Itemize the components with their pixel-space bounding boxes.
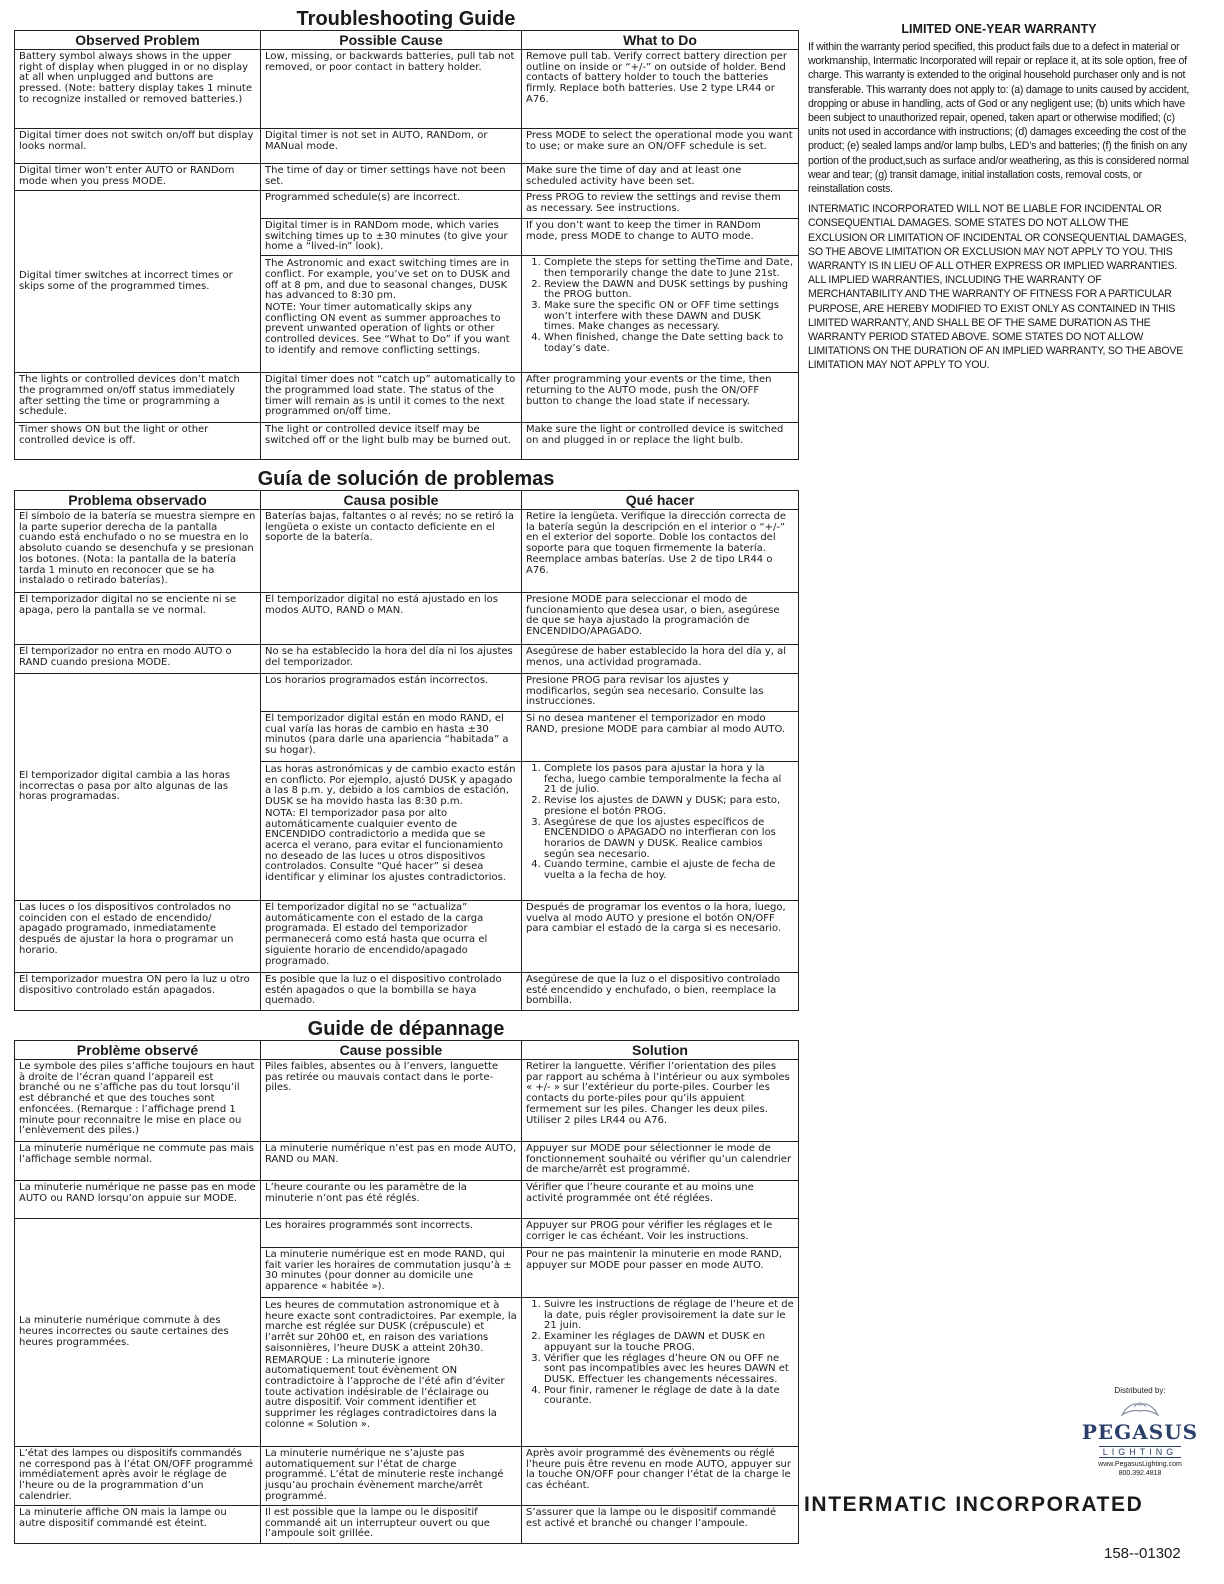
cause-note: NOTA: El temporizador pasa por alto automáticamente cualquier evento de ENCENDIDO contradictorio a medida que se acerca el verano, para evitar el funcionamiento no deseado de las luces u otros dispositivos controlados. Consulte “Qué hacer” si desea identificar y eliminar los ajustes contradictorios. bbox=[265, 807, 506, 884]
problem-cell: El temporizador digital cambia a las horas incorrectas o pasa por alto algunas de las horas programadas. bbox=[15, 674, 261, 901]
solution-cell: Press PROG to review the settings and revise them as necessary. See instructions. bbox=[522, 191, 799, 219]
cause-cell: Digital timer is in RANDom mode, which varies switching times up to ±30 minutes (to give your home a “lived-in” look). bbox=[261, 219, 522, 256]
warranty-title: LIMITED ONE-YEAR WARRANTY bbox=[901, 22, 1097, 36]
cause-note: NOTE: Your timer automatically skips any conflicting ON event as summer approaches to prevent unwanted operation of lights or other controlled devices. See “What to Do” if you want to identify and remove conflicting settings. bbox=[265, 301, 510, 356]
solution-cell: Asegúrese de que la luz o el dispositivo controlado esté encendido y enchufado, o bien, reemplace la bombilla. bbox=[522, 973, 799, 1011]
distributor-website[interactable]: www.PegasusLighting.com bbox=[1098, 1461, 1182, 1468]
distributed-by-label: Distributed by: bbox=[1114, 1386, 1166, 1395]
problem-cell: El temporizador digital no se enciente ni se apaga, pero la pantalla se ve normal. bbox=[15, 593, 261, 645]
cause-cell: The light or controlled device itself may be switched off or the light bulb may be burned out. bbox=[261, 423, 522, 460]
cause-cell: El temporizador digital están en modo RAND, el cual varía las horas de cambio en hasta ±30 minutos (para darle una apariencia “habitada” a su hogar). bbox=[261, 712, 522, 762]
problem-cell: La minuterie affiche ON mais la lampe ou autre dispositif commandé est éteint. bbox=[15, 1506, 261, 1544]
solution-cell: Appuyer sur MODE pour sélectionner le mode de fonctionnement souhaité ou vérifier qu’un calendrier de marche/arrêt est programmé. bbox=[522, 1142, 799, 1181]
cause-cell: La minuterie numérique ne s’ajuste pas automatiquement sur l’état de charge programmé. L’état de minuterie reste inchangé jusqu’au prochain évènement marche/arrêt programmé. bbox=[261, 1447, 522, 1506]
cause-cell bbox=[261, 762, 522, 901]
step-item: 2. Examiner les réglages de DAWN et DUSK en appuyant sur la touche PROG. bbox=[544, 1332, 794, 1353]
solution-cell: Pour ne pas maintenir la minuterie en mode RAND, appuyer sur MODE pour passer en mode AUTO. bbox=[522, 1248, 799, 1298]
cause-cell: L’heure courante ou les paramètre de la minuterie n’ont pas été réglés. bbox=[261, 1181, 522, 1219]
problem-cell: Battery symbol always shows in the upper right of display when plugged in or no display at all when unplugged and buttons are pressed. (Note: battery display takes 1 minute to recognize installed or removed batteries.) bbox=[15, 50, 261, 129]
cause-cell: Los horarios programados están incorrectos. bbox=[261, 674, 522, 712]
cause-cell: Digital timer does not “catch up” automatically to the programmed load state. The status of the timer will remain as is until it comes to the next programmed on/off time. bbox=[261, 373, 522, 423]
problem-cell: Digital timer does not switch on/off but display looks normal. bbox=[15, 129, 261, 164]
step-item: 1. Complete the steps for setting theTime and Date, then temporarily change the date to June 21st. bbox=[544, 258, 794, 279]
document-number: 158--01302 bbox=[1104, 1545, 1181, 1562]
problem-cell: La minuterie numérique commute à des heures incorrectes ou saute certaines des heures programmées. bbox=[15, 1219, 261, 1447]
solution-cell: After programming your events or the time, then returning to the AUTO mode, push the ON/OFF button to change the load state if necessary. bbox=[522, 373, 799, 423]
header-observed-problem: Problème observé bbox=[15, 1041, 261, 1060]
solution-cell: Remove pull tab. Verify correct battery direction per outline on inside or “+/-” on outside of holder. Bend contacts of battery holder to touch the batteries firmly. Replace both batteries. Use 2 type LR44 or A76. bbox=[522, 50, 799, 129]
french-table bbox=[14, 1040, 799, 1544]
cause-note: REMARQUE : La minuterie ignore automatiquement tout évènement ON contradictoire à l’approche de l’été afin d’éviter toute activation indésirable de l’éclairage ou autre dispositif. Voir comment identifier et supprimer les réglages contradictoires dans la colonne « Solution ». bbox=[265, 1354, 505, 1430]
cause-cell: El temporizador digital no se “actualiza” automáticamente con el estado de la carga programada. El estado del temporizador permanecerá como está hasta que ocurra el siguiente horario de encendido/apagado programado. bbox=[261, 901, 522, 973]
cause-cell: La minuterie numérique est en mode RAND, qui fait varier les horaires de commutation jusqu’à ± 30 minutes (pour donner au domicile une apparence « habitée »). bbox=[261, 1248, 522, 1298]
warranty-section bbox=[808, 22, 1190, 379]
distributor-block bbox=[1078, 1386, 1202, 1478]
problem-cell: Digital timer won’t enter AUTO or RANDom mode when you press MODE. bbox=[15, 164, 261, 191]
step-item: 4. When finished, change the Date setting back to today’s date. bbox=[544, 333, 794, 354]
solution-cell: Make sure the time of day and at least one scheduled activity have been set. bbox=[522, 164, 799, 191]
step-item: 3. Asegúrese de que los ajustes específicos de ENCENDIDO o APAGADO no interfieran con los horarios de DAWN y DUSK. Realice cambios según sea necesario. bbox=[544, 818, 794, 861]
spanish-table bbox=[14, 490, 799, 1011]
cause-cell: Piles faibles, absentes ou à l’envers, languette pas retirée ou mauvais contact dans le porte-piles. bbox=[261, 1060, 522, 1142]
problem-cell: El temporizador no entra en modo AUTO o RAND cuando presiona MODE. bbox=[15, 645, 261, 674]
problem-cell: El símbolo de la batería se muestra siempre en la parte superior derecha de la pantalla cuando está enchufado o no se muestra en lo absoluto cuando se desenchufa y se presionan los botones. (Nota: la pantalla de la batería tarda 1 minuto en reconocer que se ha instalado o retirado baterías). bbox=[15, 510, 261, 593]
company-name: INTERMATIC INCORPORATED bbox=[804, 1493, 1144, 1516]
step-item: 4. Pour finir, ramener le réglage de date à la date courante. bbox=[544, 1386, 794, 1407]
brand-logo: PEGASUS bbox=[1081, 1420, 1199, 1444]
problem-cell: Digital timer switches at incorrect times or skips some of the programmed times. bbox=[15, 191, 261, 373]
french-guide bbox=[14, 1018, 806, 1544]
solution-cell: Vérifier que l’heure courante et au moins une activité programmée ont été réglées. bbox=[522, 1181, 799, 1219]
header-what-to-do: What to Do bbox=[522, 31, 799, 50]
solution-steps bbox=[526, 764, 794, 882]
solution-steps bbox=[526, 258, 794, 354]
solution-cell: Appuyer sur PROG pour vérifier les réglages et le corriger le cas échéant. Voir les instructions. bbox=[522, 1219, 799, 1248]
header-possible-cause: Cause possible bbox=[261, 1041, 522, 1060]
solution-cell: S’assurer que la lampe ou le dispositif commandé est activé et branché ou changer l’ampoule. bbox=[522, 1506, 799, 1544]
cause-text: Les heures de commutation astronomique et à heure exacte sont contradictoires. Par exemple, la marche est réglée sur DUSK (crépuscule) et l’arrêt sur 20h00 et, en raison des variations saisonnières, l’heure DUSK a atteint 20h30. bbox=[265, 1300, 517, 1354]
problem-cell: The lights or controlled devices don’t match the programmed on/off status immediately after setting the time or programming a schedule. bbox=[15, 373, 261, 423]
header-what-to-do: Solution bbox=[522, 1041, 799, 1060]
cause-cell bbox=[261, 1298, 522, 1447]
cause-cell: No se ha establecido la hora del día ni los ajustes del temporizador. bbox=[261, 645, 522, 674]
cause-cell: Programmed schedule(s) are incorrect. bbox=[261, 191, 522, 219]
problem-cell: La minuterie numérique ne passe pas en mode AUTO ou RAND lorsqu’on appuie sur MODE. bbox=[15, 1181, 261, 1219]
solution-cell: Press MODE to select the operational mode you want to use; or make sure an ON/OFF schedule is set. bbox=[522, 129, 799, 164]
header-possible-cause: Possible Cause bbox=[261, 31, 522, 50]
cause-cell: Il est possible que la lampe ou le dispositif commandé ait un interrupteur ouvert ou que l’ampoule soit grillée. bbox=[261, 1506, 522, 1544]
step-item: 1. Complete los pasos para ajustar la hora y la fecha, luego cambie temporalmente la fecha al 21 de julio. bbox=[544, 764, 794, 796]
step-item: 3. Vérifier que les réglages d’heure ON ou OFF ne sont pas incompatibles avec les heures DAWN et DUSK. Effectuer les changements nécessaires. bbox=[544, 1354, 794, 1386]
cause-cell: Digital timer is not set in AUTO, RANDom, or MANual mode. bbox=[261, 129, 522, 164]
step-item: 2. Review the DAWN and DUSK settings by pushing the PROG button. bbox=[544, 280, 794, 301]
english-table bbox=[14, 30, 799, 460]
spanish-title: Guía de solución de problemas bbox=[257, 468, 555, 490]
solution-cell: Après avoir programmé des évènements ou réglé l’heure puis être revenu en mode AUTO, appuyer sur la touche ON/OFF pour changer l’état de la charge le cas échéant. bbox=[522, 1447, 799, 1506]
step-item: 2. Revise los ajustes de DAWN y DUSK; para esto, presione el botón PROG. bbox=[544, 796, 794, 817]
cause-cell: Baterías bajas, faltantes o al revés; no se retiró la lengüeta o existe un contacto deficiente en el soporte de la batería. bbox=[261, 510, 522, 593]
cause-cell: Les horaires programmés sont incorrects. bbox=[261, 1219, 522, 1248]
english-guide bbox=[14, 8, 806, 460]
solution-cell bbox=[522, 1298, 799, 1447]
problem-cell: L’état des lampes ou dispositifs commandés ne correspond pas à l’état ON/OFF programmé immédiatement après avoir le réglage de l’heure ou de la programmation d’un calendrier. bbox=[15, 1447, 261, 1506]
solution-cell: Presione MODE para seleccionar el modo de funcionamiento que desea usar, o bien, asegúrese de que se haya ajustado la programación de ENCENDIDO/APAGADO. bbox=[522, 593, 799, 645]
cause-text: Las horas astronómicas y de cambio exacto están en conflicto. Por ejemplo, ajustó DUSK y apagado a las 8 p.m. y, debido a los cambios de estación, DUSK se ha movido hasta las 8:30 p.m. bbox=[265, 764, 516, 808]
solution-cell bbox=[522, 256, 799, 373]
distributor-phone: 800.392.4818 bbox=[1118, 1470, 1162, 1477]
problem-cell: El temporizador muestra ON pero la luz u otro dispositivo controlado están apagados. bbox=[15, 973, 261, 1011]
pegasus-wing-icon bbox=[1120, 1399, 1160, 1417]
brand-sub: LIGHTING bbox=[1099, 1446, 1182, 1458]
cause-cell: El temporizador digital no está ajustado en los modos AUTO, RAND o MAN. bbox=[261, 593, 522, 645]
step-item: 3. Make sure the specific ON or OFF time settings won’t interfere with these DAWN and DUSK times. Make changes as necessary. bbox=[544, 301, 794, 333]
step-item: 4. Cuando termine, cambie el ajuste de fecha de vuelta a la fecha de hoy. bbox=[544, 860, 794, 881]
problem-cell: Timer shows ON but the light or other controlled device is off. bbox=[15, 423, 261, 460]
french-title: Guide de dépannage bbox=[307, 1018, 505, 1040]
step-item: 1. Suivre les instructions de réglage de l’heure et de la date, puis régler provisoirement la date sur le 21 juin. bbox=[544, 1300, 794, 1332]
solution-cell: Después de programar los eventos o la hora, luego, vuelva al modo AUTO y presione el botón ON/OFF para cambiar el estado de la carga si es necesario. bbox=[522, 901, 799, 973]
english-title: Troubleshooting Guide bbox=[296, 8, 516, 30]
solution-cell: If you don’t want to keep the timer in RANDom mode, press MODE to change to AUTO mode. bbox=[522, 219, 799, 256]
solution-cell: Retirer la languette. Vérifier l’orientation des piles par rapport au schéma à l’intérieur ou aux symboles « +/- » sur l’extérieur du porte-piles. Courber les contacts du porte-piles pour qu’ils appuient fermement sur les piles. Changer les deux piles. Utiliser 2 piles LR44 ou A76. bbox=[522, 1060, 799, 1142]
problem-cell: Le symbole des piles s’affiche toujours en haut à droite de l’écran quand l’appareil est branché ou ne s’affiche pas du tout lorsqu’il est débranché et que des touches sont enfoncées. (Remarque : l’affichage prend 1 minute pour reconnaitre le mise en place ou l’enlèvement des piles.) bbox=[15, 1060, 261, 1142]
cause-cell bbox=[261, 256, 522, 373]
cause-cell: Low, missing, or backwards batteries, pull tab not removed, or poor contact in battery holder. bbox=[261, 50, 522, 129]
warranty-paragraph: If within the warranty period specified, this product fails due to a defect in material or workmanship, Intermatic Incorporated will repair or replace it, at its sole option, free of charge. This warranty is extended to the original household purchaser only and is not transferable. This warranty does not apply to: (a) damage to units caused by accident, dropping or abuse in handling, acts of God or any negligent use; (b) units which have been subject to unauthorized repair, opened, taken apart or otherwise modified; (c) units not used in accordance with instructions; (d) damages exceeding the cost of the product; (e) sealed lamps and/or lamp bulbs, LED’s and batteries; (f) the finish on any portion of the product,such as surface and/or weathering, as this is considered normal wear and tear; (g) transit damage, initial installation costs, removal costs, or reinstallation costs. bbox=[808, 41, 1190, 196]
problem-cell: Las luces o los dispositivos controlados no coinciden con el estado de encendido/ apagado programado, inmediatamente después de ajustar la hora o programar un horario. bbox=[15, 901, 261, 973]
header-observed-problem: Problema observado bbox=[15, 491, 261, 510]
cause-cell: Es posible que la luz o el dispositivo controlado estén apagados o que la bombilla se haya quemado. bbox=[261, 973, 522, 1011]
solution-steps bbox=[526, 1300, 794, 1407]
solution-cell: Presione PROG para revisar los ajustes y modificarlos, según sea necesario. Consulte las instrucciones. bbox=[522, 674, 799, 712]
header-what-to-do: Qué hacer bbox=[522, 491, 799, 510]
warranty-disclaimer: INTERMATIC INCORPORATED WILL NOT BE LIABLE FOR INCIDENTAL OR CONSEQUENTIAL DAMAGES. SOME STATES DO NOT ALLOW THE EXCLUSION OR LIMITATION OF INCIDENTAL OR CONSEQUENTIAL DAMAGES, SO THE ABOVE LIMITATION OR EXCLUSION MAY NOT APPLY TO YOU. THIS WARRANTY IS IN LIEU OF ALL OTHER EXPRESS OR IMPLIED WARRANTIES. ALL IMPLIED WARRANTIES, INCLUDING THE WARRANTY OF MERCHANTABILITY AND THE WARRANTY OF FITNESS FOR A PARTICULAR PURPOSE, ARE HEREBY MODIFIED TO EXIST ONLY AS CONTAINED IN THIS LIMITED WARRANTY, AND SHALL BE OF THE SAME DURATION AS THE WARRANTY PERIOD STATED ABOVE. SOME STATES DO NOT ALLOW LIMITATIONS ON THE DURATION OF AN IMPLIED WARRANTY, SO THE ABOVE LIMITATION MAY NOT APPLY TO YOU. bbox=[808, 203, 1187, 372]
solution-cell: Asegúrese de haber establecido la hora del día y, al menos, una actividad programada. bbox=[522, 645, 799, 674]
solution-cell: Make sure the light or controlled device is switched on and plugged in or replace the light bulb. bbox=[522, 423, 799, 460]
cause-cell: La minuterie numérique n’est pas en mode AUTO, RAND ou MAN. bbox=[261, 1142, 522, 1181]
spanish-guide bbox=[14, 468, 806, 1011]
header-possible-cause: Causa posible bbox=[261, 491, 522, 510]
cause-text: The Astronomic and exact switching times are in conflict. For example, you’ve set on to DUSK and off at 8 pm, and due to seasonal changes, DUSK has advanced to 8:30 pm. bbox=[265, 258, 511, 302]
cause-cell: The time of day or timer settings have not been set. bbox=[261, 164, 522, 191]
problem-cell: La minuterie numérique ne commute pas mais l’affichage semble normal. bbox=[15, 1142, 261, 1181]
solution-cell: Si no desea mantener el temporizador en modo RAND, presione MODE para cambiar al modo AUTO. bbox=[522, 712, 799, 762]
header-observed-problem: Observed Problem bbox=[15, 31, 261, 50]
solution-cell: Retire la lengüeta. Verifique la dirección correcta de la batería según la descripción en el interior o “+/-” en el exterior del soporte. Doble los contactos del soporte para que toquen firmemente la batería. Reemplace ambas baterías. Use 2 de tipo LR44 o A76. bbox=[522, 510, 799, 593]
solution-cell bbox=[522, 762, 799, 901]
